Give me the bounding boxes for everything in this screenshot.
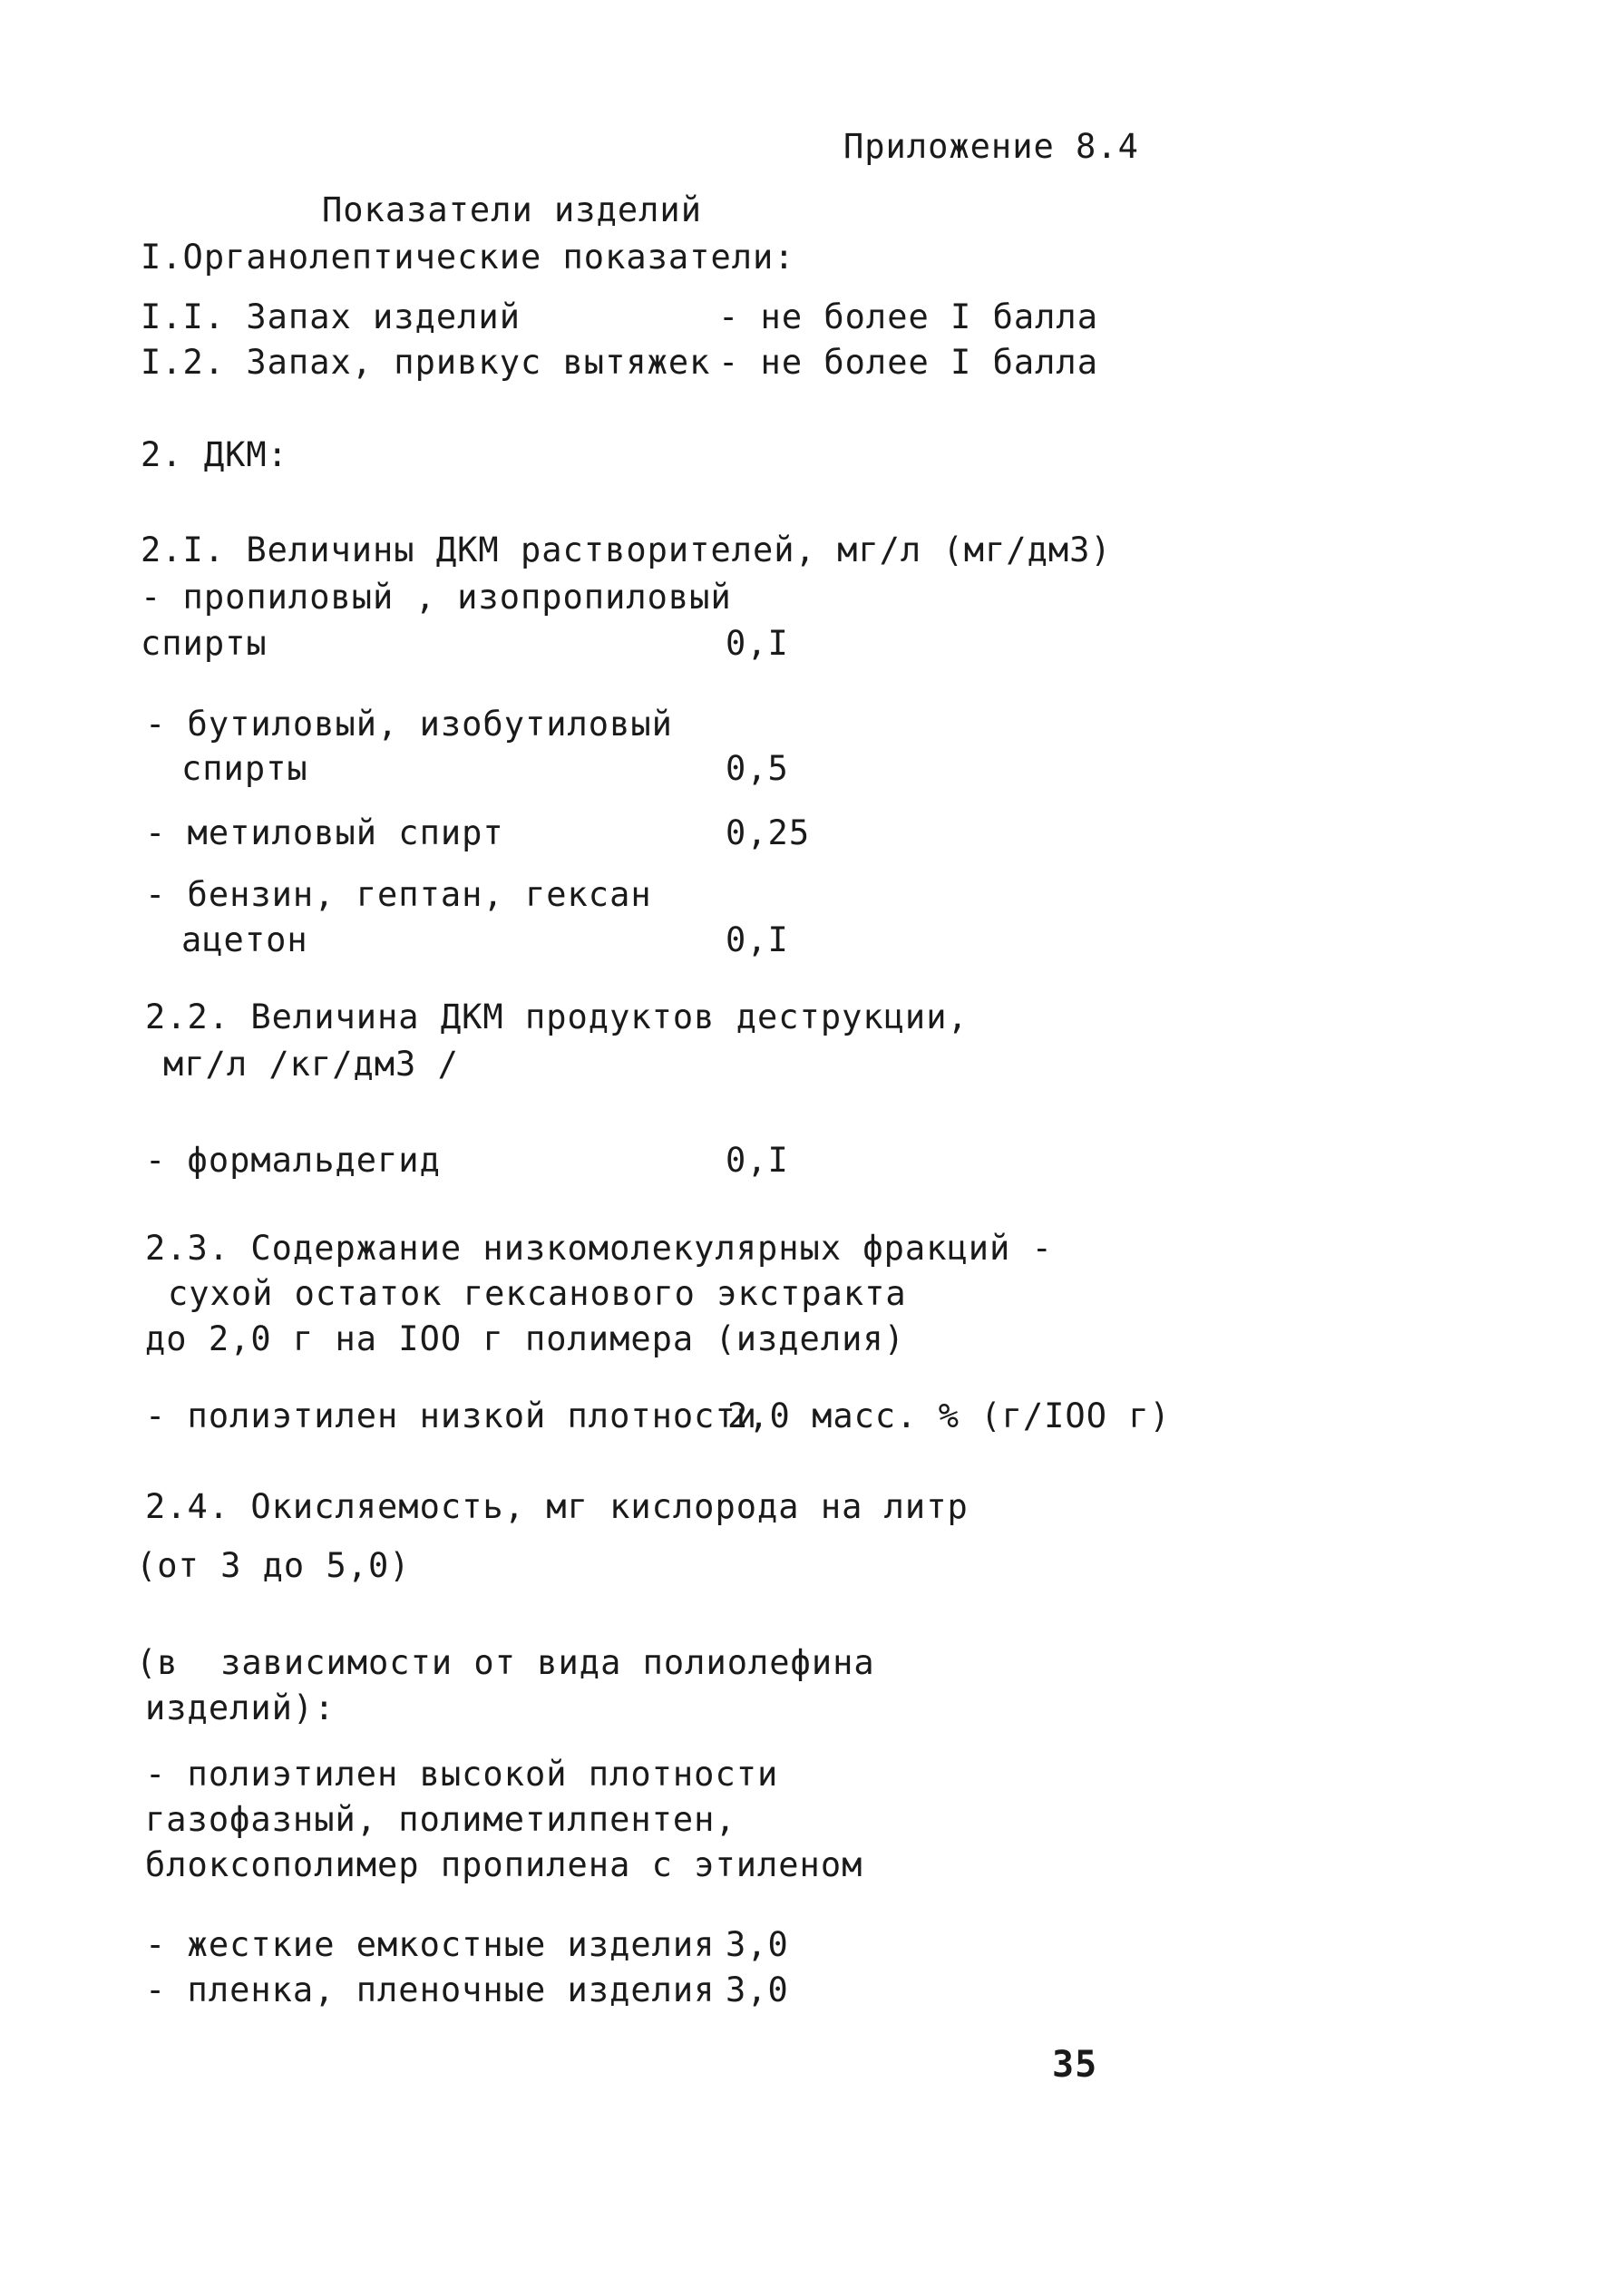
section1-item-2-value: - не более I балла xyxy=(718,343,1098,382)
s22-row-value: 0,I xyxy=(726,1141,789,1180)
section1-item-1-label: I.I. Запах изделий xyxy=(141,297,521,336)
s23-line1: 2.3. Содержание низкомолекулярных фракций - xyxy=(145,1229,1053,1268)
section1-heading: I.Органолептические показатели: xyxy=(141,238,795,277)
s21-row1-line2: спирты xyxy=(141,624,268,663)
s24-line2: (от 3 до 5,0) xyxy=(136,1546,411,1585)
s23-line3: до 2,0 г на IOO г полимера (изделия) xyxy=(145,1319,905,1358)
s21-row2-line2: спирты xyxy=(181,749,308,788)
s24-row1-label: - жесткие емкостные изделия xyxy=(145,1925,716,1964)
s23-row-value: 2,0 масс. % (г/IOO г) xyxy=(727,1396,1171,1435)
s21-row3-line1: - метиловый спирт xyxy=(145,813,504,852)
s24-row2-label: - пленка, пленочные изделия xyxy=(145,1970,716,2009)
s21-row3-value: 0,25 xyxy=(726,813,811,852)
page-number: 35 xyxy=(1052,2044,1098,2086)
section1-item-2-label: I.2. Запах, привкус вытяжек xyxy=(141,343,711,382)
s21-row4-value: 0,I xyxy=(726,920,789,959)
section1-item-1-value: - не более I балла xyxy=(718,297,1098,336)
s21-row2-value: 0,5 xyxy=(726,749,789,788)
s21-row2-line1: - бутиловый, изобутиловый xyxy=(145,705,673,744)
section2-heading: 2. ДКМ: xyxy=(141,435,288,474)
s23-line2: сухой остаток гексанового экстракта xyxy=(168,1274,907,1313)
s21-row1-value: 0,I xyxy=(726,624,789,663)
s22-line1: 2.2. Величина ДКМ продуктов деструкции, xyxy=(145,997,969,1036)
s24-group-line1: - полиэтилен высокой плотности xyxy=(145,1755,779,1794)
s21-row4-line2: ацетон xyxy=(181,920,308,959)
s24-line4: изделий): xyxy=(145,1688,336,1727)
page-title: Показатели изделий xyxy=(322,190,702,229)
s21-row4-line1: - бензин, гептан, гексан xyxy=(145,875,652,914)
s24-line1: 2.4. Окисляемость, мг кислорода на литр xyxy=(145,1487,969,1526)
appendix-label: Приложение 8.4 xyxy=(843,127,1139,166)
s22-line2: мг/л /кг/дм3 / xyxy=(163,1045,459,1084)
s24-row2-value: 3,0 xyxy=(726,1970,789,2009)
s23-row-label: - полиэтилен низкой плотности xyxy=(145,1396,758,1435)
s24-line3: (в зависимости от вида полиолефина xyxy=(136,1643,875,1682)
s21-heading: 2.I. Величины ДКМ растворителей, мг/л (мг/дм3) xyxy=(141,530,1112,569)
s22-row-label: - формальдегид xyxy=(145,1141,441,1180)
s24-row1-value: 3,0 xyxy=(726,1925,789,1964)
s24-group-line2: газофазный, полиметилпентен, xyxy=(145,1800,736,1839)
s24-group-line3: блоксополимер пропилена с этиленом xyxy=(145,1845,863,1884)
s21-row1-line1: - пропиловый , изопропиловый xyxy=(141,578,732,617)
